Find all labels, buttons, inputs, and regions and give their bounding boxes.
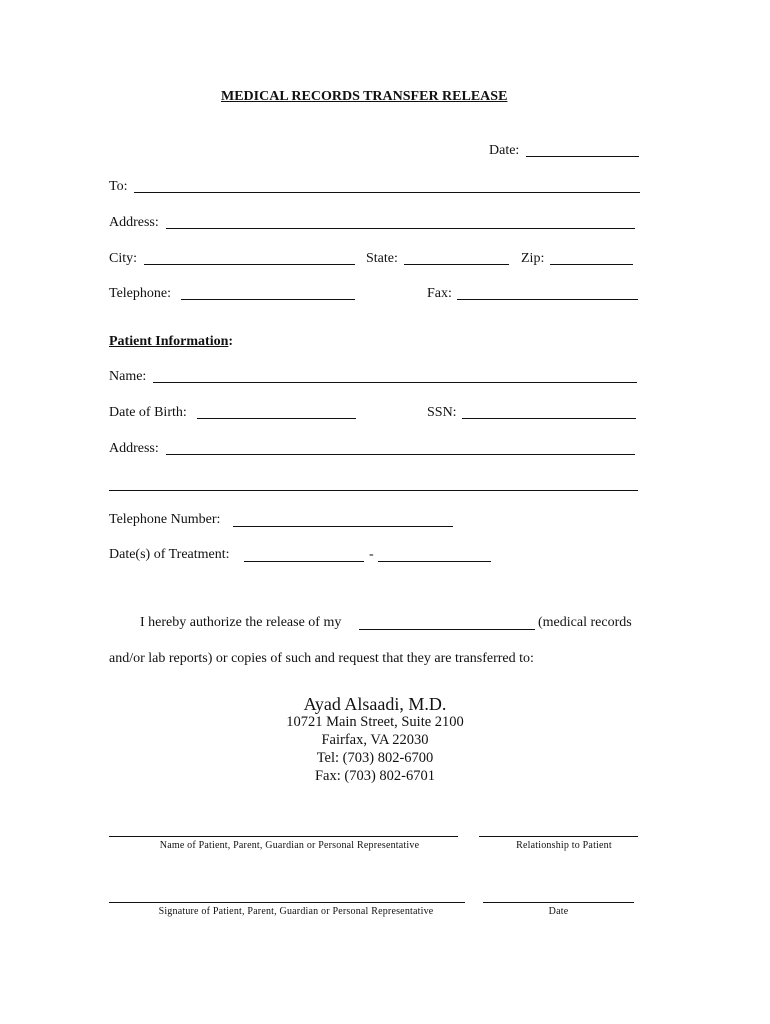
patient-info-colon: : [228, 334, 234, 349]
recipient-name: Ayad Alsaadi, M.D. [303, 694, 447, 714]
to-field[interactable] [134, 192, 640, 193]
relationship-caption: Relationship to Patient [516, 840, 612, 851]
patient-name-label: Name: [109, 369, 147, 384]
to-label: To: [109, 179, 128, 194]
ssn-field[interactable] [462, 418, 636, 419]
date-field[interactable] [526, 156, 639, 157]
state-label: State: [366, 251, 398, 266]
dob-field[interactable] [197, 418, 356, 419]
zip-field[interactable] [550, 264, 633, 265]
relationship-field[interactable] [479, 836, 638, 837]
signature-date-caption: Date [548, 906, 569, 917]
dob-label: Date of Birth: [109, 405, 187, 420]
ssn-label: SSN: [427, 405, 457, 420]
patient-name-field[interactable] [153, 382, 637, 383]
date-label: Date: [489, 143, 520, 158]
form-title: MEDICAL RECORDS TRANSFER RELEASE [221, 89, 508, 104]
authorization-text-end: (medical records [538, 615, 632, 630]
authorization-text-start: I hereby authorize the release of my [140, 615, 342, 630]
patient-info-title: Patient Information [109, 334, 229, 349]
city-label: City: [109, 251, 138, 266]
patient-telephone-label: Telephone Number: [109, 512, 221, 527]
zip-label: Zip: [521, 251, 545, 266]
recipient-tel: Tel: (703) 802-6700 [316, 750, 434, 766]
representative-name-field[interactable] [109, 836, 458, 837]
fax-field[interactable] [457, 299, 638, 300]
telephone-label: Telephone: [109, 286, 171, 301]
patient-address-label: Address: [109, 441, 159, 456]
patient-address-field[interactable] [166, 454, 635, 455]
patient-info-heading [109, 334, 233, 350]
recipient-street: 10721 Main Street, Suite 2100 [286, 714, 464, 730]
authorization-text-line2: and/or lab reports) or copies of such and request that they are transferred to: [109, 651, 534, 666]
treatment-dates-label: Date(s) of Treatment: [109, 547, 230, 562]
fax-label: Fax: [427, 286, 452, 301]
state-field[interactable] [404, 264, 509, 265]
signature-date-field[interactable] [483, 902, 634, 903]
treatment-end-field[interactable] [378, 561, 491, 562]
patient-telephone-field[interactable] [233, 526, 453, 527]
signature-caption: Signature of Patient, Parent, Guardian or Personal Representative [158, 906, 434, 917]
address-field[interactable] [166, 228, 635, 229]
recipient-fax: Fax: (703) 802-6701 [314, 768, 435, 784]
recipient-city: Fairfax, VA 22030 [321, 732, 429, 748]
authorization-records-field[interactable] [359, 629, 535, 630]
patient-address-field-2[interactable] [109, 490, 638, 491]
treatment-separator: - [369, 547, 374, 562]
representative-name-caption: Name of Patient, Parent, Guardian or Personal Representative [159, 840, 420, 851]
city-field[interactable] [144, 264, 355, 265]
telephone-field[interactable] [181, 299, 355, 300]
treatment-start-field[interactable] [244, 561, 364, 562]
address-label: Address: [109, 215, 159, 230]
signature-field[interactable] [109, 902, 465, 903]
